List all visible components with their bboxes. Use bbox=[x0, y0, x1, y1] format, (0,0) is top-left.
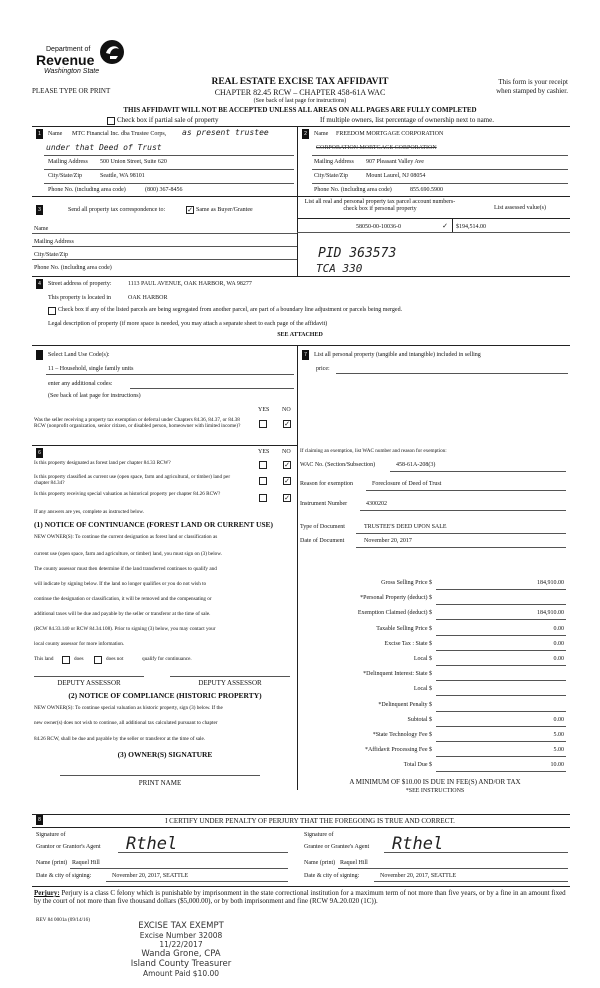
receipt-note-1: This form is your receipt bbox=[498, 78, 568, 86]
section-3-badge: 3 bbox=[36, 205, 43, 215]
seller-city-label: City/State/Zip bbox=[48, 173, 82, 179]
land-use-value: 11 – Household, single family units bbox=[48, 366, 134, 372]
notice1-line-6: additional taxes will be due and payable by the seller or transferor at the time of sale. bbox=[34, 611, 211, 617]
tax-row-value: 0.00 bbox=[553, 640, 564, 647]
buyer-phone-label: Phone No. (including area code) bbox=[314, 187, 392, 193]
notice1-line-2: current use (open space, farm and agriculture, or timber) land, you must sign on (3) below. bbox=[34, 551, 222, 557]
tax-row-value: 0.00 bbox=[553, 656, 564, 662]
see-attached: SEE ATTACHED bbox=[277, 332, 323, 338]
personal-property-price: price: bbox=[316, 366, 330, 372]
see-instructions: *SEE INSTRUCTIONS bbox=[405, 788, 465, 794]
tax-row-label: *Delinquent Interest: State $ bbox=[363, 671, 432, 678]
assessed-value: $194,514.00 bbox=[456, 224, 486, 230]
grantee-sig-label: Signature of bbox=[304, 832, 334, 838]
tax-phone-label: Phone No. (including area code) bbox=[34, 265, 112, 271]
notice1-line-5: continue the designation or classification, it will be removed and the compensating or bbox=[34, 596, 212, 602]
section-6-badge: 6 bbox=[36, 448, 43, 458]
tax-row-value: 5.00 bbox=[553, 747, 564, 754]
legal-description-label: Legal description of property (if more space is needed, you may attach a separate sheet to each page of the affidavit) bbox=[48, 321, 328, 327]
revenue-swoosh-icon bbox=[98, 38, 126, 66]
grantor-date-value: November 20, 2017, SEATTLE bbox=[112, 873, 189, 879]
logo-revenue-word: Revenue bbox=[36, 52, 95, 68]
grantor-name-label: Name (print) bbox=[36, 860, 68, 866]
land-use-see-back: (See back of last page for instructions) bbox=[48, 393, 141, 399]
stamp-line-4: Wanda Grone, CPA bbox=[141, 949, 221, 959]
perjury-text: Perjury is a class C felony which is punishable by imprisonment in the state correctional institution for a maximum term of not more than five years, or by a fine in an amount fixed by the court of not more than five thousand dollars ($5,000.00), or by both imprisonment and fine (RCW 9A.20.020 (1C)). bbox=[34, 889, 566, 906]
land-does-not-box[interactable] bbox=[94, 656, 102, 664]
section6-no: NO bbox=[282, 449, 291, 455]
seller-name-label: Name bbox=[48, 131, 63, 137]
if-yes-instructions: If any answers are yes, complete as instructed below. bbox=[34, 509, 145, 515]
form-chapter: CHAPTER 82.45 RCW – CHAPTER 458-61A WAC bbox=[214, 88, 386, 97]
tax-row-label: *Personal Property (deduct) $ bbox=[360, 595, 432, 602]
grantee-name-label: Name (print) bbox=[304, 860, 336, 866]
land-does-label: does bbox=[74, 656, 84, 662]
please-type: PLEASE TYPE OR PRINT bbox=[32, 87, 111, 95]
doc-type-label: Type of Document bbox=[300, 524, 345, 530]
buyer-address-label: Mailing Address bbox=[314, 159, 354, 165]
buyer-city-label: City/State/Zip bbox=[314, 173, 348, 179]
seller-handwriting-1: as present trustee bbox=[182, 128, 269, 137]
tax-city-label: City/State/Zip bbox=[34, 252, 68, 258]
tax-row-value: 0.00 bbox=[553, 716, 564, 723]
street-value: 1113 PAUL AVENUE, OAK HARBOR, WA 98277 bbox=[128, 281, 252, 287]
seller-address-value: 500 Union Street, Suite 620 bbox=[100, 159, 167, 165]
tax-row-value: 184,910.00 bbox=[537, 580, 564, 586]
this-land-label: This land bbox=[34, 656, 54, 662]
seller-handwriting-2: under that Deed of Trust bbox=[46, 143, 162, 152]
tax-row-label: *Affidavit Processing Fee $ bbox=[364, 747, 432, 754]
notice1-line-8: local county assessor for more information. bbox=[34, 641, 125, 647]
historic-question: Is this property receiving special valuation as historical property per chapter 84.26 RCW? bbox=[34, 491, 221, 497]
notice2-line-3: 84.26 RCW, shall be due and payable by the seller or transferor at the time of sale. bbox=[34, 736, 206, 742]
multiple-owners-note: If multiple owners, list percentage of ownership next to name. bbox=[320, 116, 494, 124]
seller-name-value: MTC Financial Inc. dba Trustee Corps, bbox=[72, 131, 167, 137]
buyer-struck-value: CORPORATION MORTGAGE CORPORATION bbox=[316, 145, 437, 151]
grantor-name-value: Raquel Hill bbox=[72, 860, 100, 866]
forest-yes-box[interactable] bbox=[259, 461, 267, 469]
seller-city-value: Seattle, WA 98101 bbox=[100, 173, 145, 179]
current-use-yes-box[interactable] bbox=[259, 477, 267, 485]
personal-property-label: List all personal property (tangible and intangible) included in selling bbox=[314, 352, 481, 358]
grantee-date-label: Date & city of signing: bbox=[304, 873, 360, 879]
send-correspondence-label: Send all property tax correspondence to: bbox=[68, 207, 166, 213]
tax-row-label: Gross Selling Price $ bbox=[381, 580, 432, 586]
stamp-line-6: Amount Paid $10.00 bbox=[142, 969, 220, 978]
revision-code: REV 84 0001a (09/14/16) bbox=[36, 917, 90, 923]
grantor-sig-label: Signature of bbox=[36, 832, 66, 838]
notice1-line-3: The county assessor must then determine if the land transferred continues to qualify and bbox=[34, 566, 217, 572]
segregated-checkbox[interactable] bbox=[48, 307, 56, 315]
perjury-label: Perjury: bbox=[34, 889, 60, 897]
land-does-not-label: does not bbox=[106, 656, 124, 662]
segregated-label: Check box if any of the listed parcels are being segregated from another parcel, are part of a boundary line adjustment or parcels being merged. bbox=[58, 307, 403, 313]
deputy-assessor-1: DEPUTY ASSESSOR bbox=[57, 679, 121, 687]
certify-statement: I CERTIFY UNDER PENALTY OF PERJURY THAT THE FOREGOING IS TRUE AND CORRECT. bbox=[165, 817, 455, 825]
tax-row-label: *State Technology Fee $ bbox=[372, 732, 432, 738]
form-warning: THIS AFFIDAVIT WILL NOT BE ACCEPTED UNLESS ALL AREAS ON ALL PAGES ARE FULLY COMPLETED bbox=[123, 106, 477, 114]
notice1-line-7: (RCW 84.33.140 or RCW 84.34.108). Prior to signing (3) below, you may contact your bbox=[34, 626, 216, 632]
notice1-line-4: will indicate by signing below. If the land no longer qualifies or you do not wish to bbox=[34, 581, 207, 587]
assessed-header: List assessed value(s) bbox=[494, 205, 546, 211]
land-use-label: Select Land Use Code(s): bbox=[48, 352, 110, 358]
historic-no-box[interactable]: ✓ bbox=[284, 494, 290, 502]
notice1-line-1: NEW OWNER(S): To continue the current designation as forest land or classification as bbox=[34, 534, 218, 540]
seller-phone-value: (800) 367-8456 bbox=[145, 187, 183, 193]
section-8-badge: 8 bbox=[36, 815, 43, 825]
current-use-question: Is this property classified as current use (open space, farm and agricultural, or timber) land per chapter 84.34? bbox=[34, 474, 231, 486]
exemption-yes-box[interactable] bbox=[259, 420, 267, 428]
grantor-agent-label: Grantor or Grantor's Agent bbox=[36, 844, 101, 850]
reason-value: Foreclosure of Deed of Trust bbox=[372, 481, 442, 487]
tax-row-value: 0.00 bbox=[553, 625, 564, 632]
doc-type-value: TRUSTEE'S DEED UPON SALE bbox=[364, 524, 447, 530]
additional-codes-label: enter any additional codes: bbox=[48, 381, 113, 387]
buyer-address-value: 907 Pleasant Valley Ave bbox=[366, 159, 424, 165]
buyer-phone-value: 855.690.5900 bbox=[410, 187, 443, 193]
section5-yes: YES bbox=[258, 407, 270, 413]
notice2-line-1: NEW OWNER(S): To continue special valuation as historic property, sign (3) below. If the bbox=[34, 705, 223, 711]
tax-row-label: Local $ bbox=[413, 656, 432, 662]
partial-sale-checkbox[interactable] bbox=[107, 117, 115, 125]
instrument-label: Instrument Number bbox=[300, 501, 348, 507]
perjury-notice bbox=[34, 889, 570, 906]
tax-row-label: Exemption Claimed (deduct) $ bbox=[357, 610, 432, 617]
wac-label: WAC No. (Section/Subsection) bbox=[300, 462, 376, 468]
tax-row-value: 10.00 bbox=[550, 762, 564, 769]
parcel-list-header: List all real and personal property tax parcel account numbers-check box if personal property bbox=[304, 199, 456, 213]
tax-row-label: Total Due $ bbox=[403, 762, 432, 769]
section6-yes: YES bbox=[258, 449, 270, 455]
tax-address-label: Mailing Address bbox=[34, 239, 74, 245]
tax-row-value: 184,910.00 bbox=[537, 610, 564, 617]
section-2-badge: 2 bbox=[302, 129, 309, 139]
notice-compliance-title: (2) NOTICE OF COMPLIANCE (HISTORIC PROPERTY) bbox=[68, 691, 262, 700]
print-name-label: PRINT NAME bbox=[138, 779, 182, 787]
section-5-badge bbox=[36, 350, 43, 360]
form-title: REAL ESTATE EXCISE TAX AFFIDAVIT bbox=[211, 77, 389, 87]
qualify-label: qualify for continuance. bbox=[142, 656, 192, 662]
tax-row-label: *Delinquent Penalty $ bbox=[378, 701, 432, 708]
receipt-note-2: when stamped by cashier. bbox=[496, 87, 568, 95]
current-use-no-box[interactable]: ✓ bbox=[284, 477, 290, 485]
buyer-city-value: Mount Laurel, NJ 08054 bbox=[366, 173, 426, 179]
tca-handwriting: TCA 330 bbox=[316, 262, 363, 275]
same-as-buyer-checkbox[interactable]: ✓ bbox=[187, 206, 193, 214]
grantee-agent-label: Grantee or Grantee's Agent bbox=[304, 844, 370, 850]
grantor-date-label: Date & city of signing: bbox=[36, 873, 92, 879]
grantee-name-value: Raquel Hill bbox=[340, 860, 368, 866]
claiming-exemption-label: If claiming an exemption, list WAC number and reason for exemption: bbox=[300, 448, 447, 454]
seller-phone-label: Phone No. (including area code) bbox=[48, 187, 126, 193]
section-7-badge: 7 bbox=[302, 350, 309, 360]
doc-date-label: Date of Document bbox=[300, 538, 345, 544]
tax-row-label: Subtotal $ bbox=[407, 716, 432, 723]
owner-signature-title: (3) OWNER(S) SIGNATURE bbox=[117, 750, 213, 759]
located-label: This property is located in bbox=[48, 295, 111, 301]
exemption-question: Was the seller receiving a property tax exemption or deferral under Chapters 84.36, 84.37, or 84.38 RCW (nonprofit organization, senior citizen, or disabled person, homeowner with limited income)? bbox=[34, 417, 241, 429]
forest-question: Is this property designated as forest land per chapter 84.33 RCW? bbox=[34, 460, 171, 466]
notice2-line-2: new owner(s) does not wish to continue, all additional tax calculated pursuant to chapter bbox=[34, 720, 218, 726]
historic-yes-box[interactable] bbox=[259, 494, 267, 502]
deputy-assessor-2: DEPUTY ASSESSOR bbox=[198, 679, 262, 687]
grantor-signature: Rthel bbox=[126, 834, 178, 854]
tax-name-label: Name bbox=[34, 226, 49, 232]
partial-sale-label: Check box if partial sale of property bbox=[117, 116, 219, 124]
exemption-no-box[interactable]: ✓ bbox=[284, 420, 290, 428]
section5-no: NO bbox=[282, 407, 291, 413]
parcel-number: 58050-00-10036-0 bbox=[356, 224, 401, 230]
revenue-logo bbox=[32, 38, 128, 78]
section-4-badge: 4 bbox=[36, 279, 43, 289]
buyer-name-label: Name bbox=[314, 131, 329, 137]
buyer-name-value: FREEDOM MORTGAGE CORPORATION bbox=[336, 131, 444, 137]
tax-row-label: Taxable Selling Price $ bbox=[376, 625, 432, 632]
doc-date-value: November 20, 2017 bbox=[364, 538, 412, 544]
stamp-line-1: EXCISE TAX EXEMPT bbox=[138, 921, 224, 931]
form-see-back: (See back of last page for instructions) bbox=[253, 98, 347, 104]
located-value: OAK HARBOR bbox=[128, 295, 168, 301]
instrument-value: 4300202 bbox=[366, 501, 387, 507]
grantee-signature: Rthel bbox=[392, 834, 444, 854]
pid-handwriting: PID 363573 bbox=[318, 246, 397, 261]
logo-dept-line: Department of bbox=[46, 46, 91, 53]
treasurer-stamp bbox=[106, 921, 256, 978]
land-does-box[interactable] bbox=[62, 656, 70, 664]
reason-label: Reason for exemption bbox=[300, 481, 353, 487]
notice-continuance-title: (1) NOTICE OF CONTINUANCE (FOREST LAND OR CURRENT USE) bbox=[34, 520, 274, 529]
street-label: Street address of property: bbox=[48, 281, 112, 287]
section-1-badge: 1 bbox=[36, 129, 43, 139]
tax-row-label: Local $ bbox=[413, 686, 432, 693]
stamp-line-3: 11/22/2017 bbox=[159, 940, 203, 949]
forest-no-box[interactable]: ✓ bbox=[284, 461, 290, 469]
minimum-fee-note: A MINIMUM OF $10.00 IS DUE IN FEE(S) AND/OR TAX bbox=[349, 778, 521, 786]
personal-property-check[interactable]: ✓ bbox=[442, 222, 448, 230]
tax-row-value: 5.00 bbox=[553, 732, 564, 738]
stamp-line-5: Island County Treasurer bbox=[130, 959, 232, 969]
tax-row-label: Excise Tax : State $ bbox=[384, 640, 432, 647]
logo-state-line: Washington State bbox=[44, 68, 100, 75]
seller-address-label: Mailing Address bbox=[48, 159, 88, 165]
grantee-date-value: November 20, 2017, SEATTLE bbox=[380, 873, 457, 879]
stamp-line-2: Excise Number 32008 bbox=[139, 931, 223, 940]
same-as-buyer-label: Same as Buyer/Grantee bbox=[196, 207, 253, 213]
wac-value: 458-61A-208(3) bbox=[396, 462, 436, 468]
